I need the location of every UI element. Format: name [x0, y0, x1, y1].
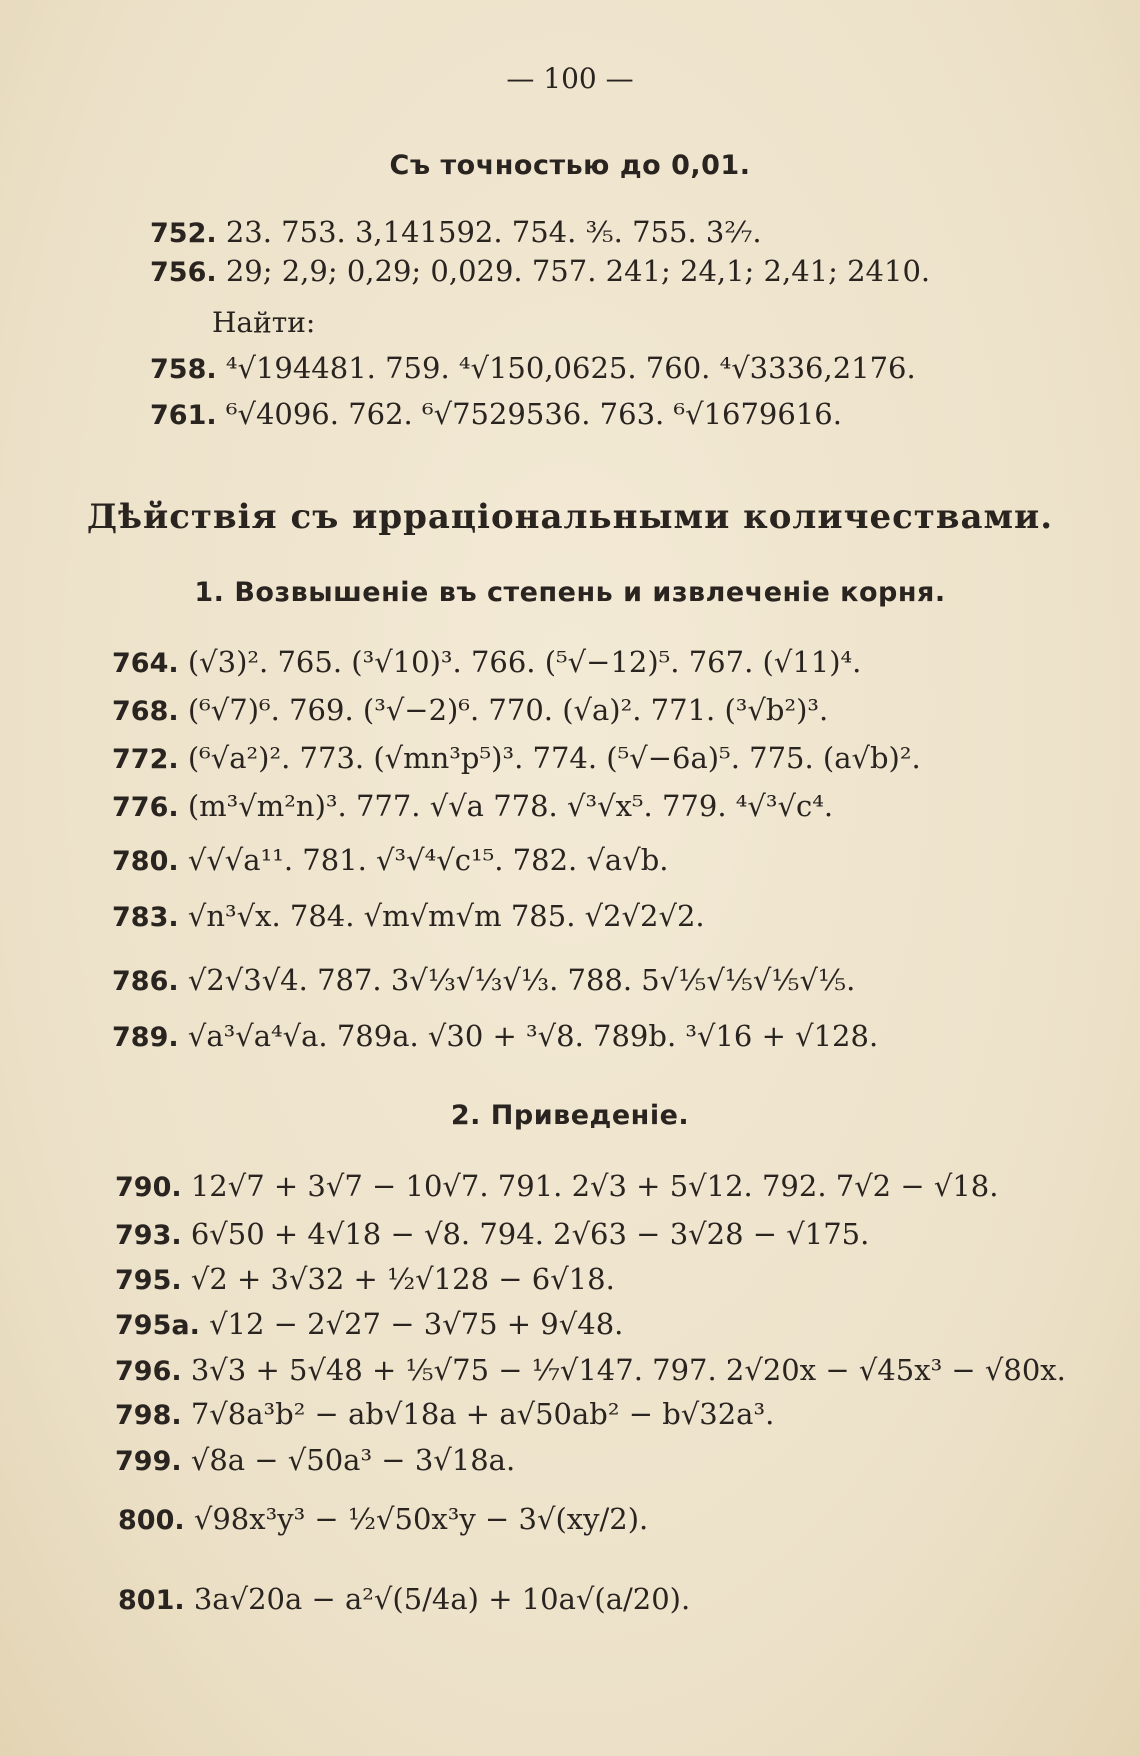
exercise-line [112, 843, 669, 877]
exercise-line [115, 1443, 516, 1477]
exercise-number: 798. [115, 1400, 182, 1431]
exercise-number: 761. [150, 400, 217, 431]
subsection-heading-1: 1. Возвышеніе въ степень и извлеченіе корня. [194, 577, 946, 608]
exercise-number: 800. [118, 1505, 185, 1536]
exercise-text: √8a − √50a³ − 3√18a. [190, 1443, 516, 1477]
exercise-number: 789. [112, 1022, 179, 1053]
exercise-line [112, 789, 834, 823]
page-number: — 100 — [506, 62, 634, 95]
exercise-text: 3a√20a − a²√(5/4a) + 10a√(a/20). [193, 1582, 691, 1616]
find-label: Найти: [212, 306, 316, 339]
exercise-text: √2 + 3√32 + ½√128 − 6√18. [190, 1262, 615, 1296]
exercise-number: 795. [115, 1265, 182, 1296]
exercise-text: √a³√a⁴√a. 789a. √30 + ³√8. 789b. ³√16 + √128. [187, 1019, 879, 1053]
exercise-line [112, 741, 921, 775]
exercise-number: 772. [112, 744, 179, 775]
exercise-line [150, 351, 916, 385]
exercise-text: (m³√m²n)³. 777. √√a 778. √³√x⁵. 779. ⁴√³√c⁴. [187, 789, 834, 823]
exercise-text: 3√3 + 5√48 + ⅕√75 − ⅐√147. 797. 2√20x − √45x³ − √80x. [190, 1353, 1066, 1387]
exercise-line [112, 899, 705, 933]
exercise-number: 780. [112, 846, 179, 877]
exercise-line [112, 693, 829, 727]
exercise-text: √n³√x. 784. √m√m√m 785. √2√2√2. [187, 899, 705, 933]
exercise-text: 29; 2,9; 0,29; 0,029. 757. 241; 24,1; 2,41; 2410. [225, 254, 931, 288]
exercise-line [112, 1019, 879, 1053]
exercise-line [115, 1353, 1066, 1387]
exercise-number: 799. [115, 1446, 182, 1477]
exercise-number: 752. [150, 218, 217, 249]
exercise-line [150, 397, 842, 431]
exercise-text: √12 − 2√27 − 3√75 + 9√48. [209, 1307, 624, 1341]
main-heading: Дѣйствія съ ирраціональными количествами. [86, 497, 1054, 537]
exercise-text: 23. 753. 3,141592. 754. ³⁄₅. 755. 3²⁄₇. [225, 215, 762, 249]
exercise-text: √2√3√4. 787. 3√⅓√⅓√⅓. 788. 5√⅕√⅕√⅕√⅕. [187, 963, 856, 997]
exercise-text: (⁶√a²)². 773. (√mn³p⁵)³. 774. (⁵√−6a)⁵. 775. (a√b)². [187, 741, 921, 775]
exercise-line [115, 1397, 775, 1431]
exercise-line [115, 1307, 624, 1341]
exercise-text: (⁶√7)⁶. 769. (³√−2)⁶. 770. (√a)². 771. (³√b²)³. [187, 693, 829, 727]
exercise-number: 783. [112, 902, 179, 933]
precision-heading: Съ точностью до 0,01. [389, 150, 751, 181]
exercise-text: (√3)². 765. (³√10)³. 766. (⁵√−12)⁵. 767. (√11)⁴. [187, 645, 862, 679]
exercise-line [115, 1169, 999, 1203]
exercise-number: 796. [115, 1356, 182, 1387]
exercise-number: 776. [112, 792, 179, 823]
exercise-text: ⁴√194481. 759. ⁴√150,0625. 760. ⁴√3336,2176. [225, 351, 916, 385]
exercise-line [150, 215, 762, 249]
exercise-line [112, 645, 862, 679]
exercise-line [118, 1582, 691, 1616]
exercise-text: 12√7 + 3√7 − 10√7. 791. 2√3 + 5√12. 792. 7√2 − √18. [190, 1169, 999, 1203]
exercise-text: √√√a¹¹. 781. √³√⁴√c¹⁵. 782. √a√b. [187, 843, 669, 877]
exercise-line [115, 1217, 870, 1251]
exercise-number: 793. [115, 1220, 182, 1251]
exercise-number: 790. [115, 1172, 182, 1203]
exercise-number: 795a. [115, 1310, 200, 1341]
exercise-line [118, 1502, 649, 1536]
exercise-number: 768. [112, 696, 179, 727]
subsection-heading-2: 2. Приведеніе. [450, 1100, 690, 1131]
exercise-number: 764. [112, 648, 179, 679]
exercise-number: 758. [150, 354, 217, 385]
exercise-line [150, 254, 931, 288]
exercise-text: √98x³y³ − ½√50x³y − 3√(xy/2). [193, 1502, 649, 1536]
exercise-line [112, 963, 856, 997]
exercise-line [115, 1262, 615, 1296]
exercise-number: 756. [150, 257, 217, 288]
exercise-text: 6√50 + 4√18 − √8. 794. 2√63 − 3√28 − √175. [190, 1217, 870, 1251]
exercise-text: 7√8a³b² − ab√18a + a√50ab² − b√32a³. [190, 1397, 775, 1431]
exercise-number: 801. [118, 1585, 185, 1616]
exercise-text: ⁶√4096. 762. ⁶√7529536. 763. ⁶√1679616. [225, 397, 842, 431]
exercise-number: 786. [112, 966, 179, 997]
